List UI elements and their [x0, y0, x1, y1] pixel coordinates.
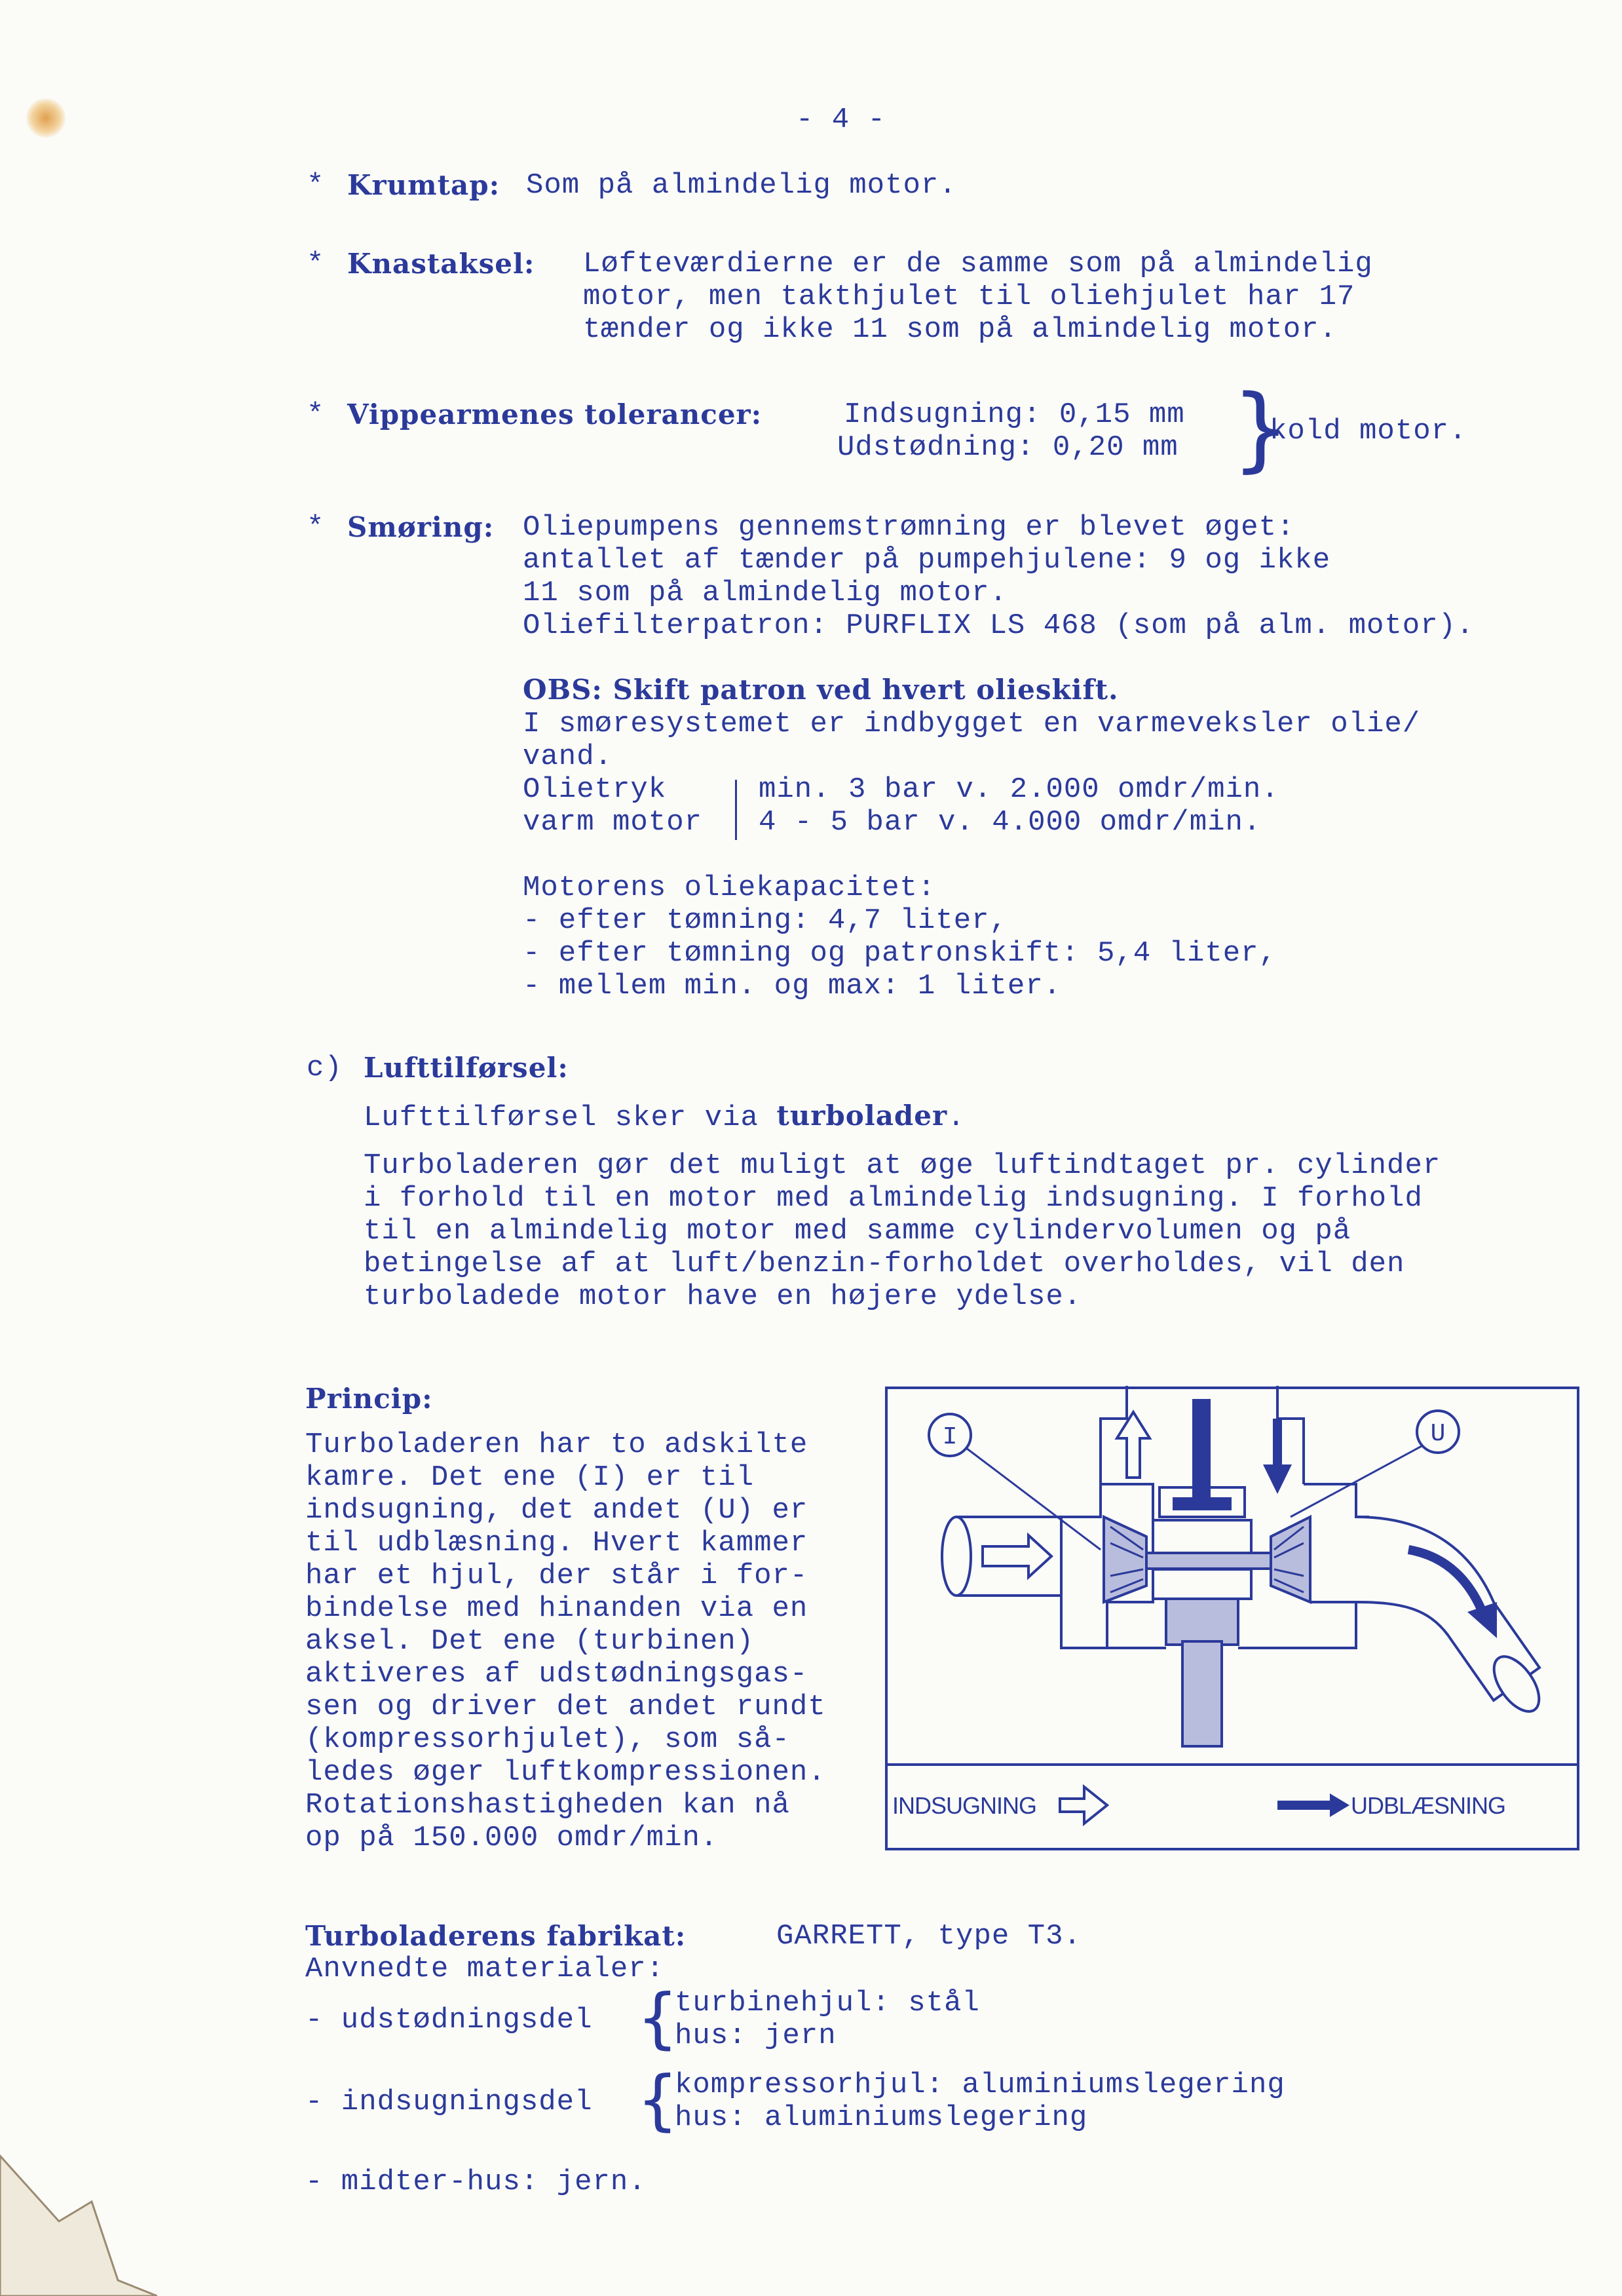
princip-line: sen og driver det andet rundt — [305, 1691, 826, 1723]
princip-line: aksel. Det ene (turbinen) — [305, 1625, 755, 1658]
knastaksel-line2: motor, men takthjulet til oliehjulet har 17 — [583, 280, 1355, 313]
vippearme-label: Vippearmenes tolerancer: — [347, 398, 763, 430]
materials-title: Anvnedte materialer: — [305, 1953, 665, 1985]
princip-line: op på 150.000 omdr/min. — [305, 1822, 719, 1854]
bullet: * — [307, 398, 325, 431]
turbocharger-drawing — [884, 1386, 1580, 1851]
turbocharger-diagram — [884, 1386, 1580, 1851]
krumtap-label: Krumtap: — [347, 169, 500, 201]
section-prefix: c) — [307, 1052, 343, 1084]
princip-line: ledes øger luftkompressionen. — [305, 1756, 826, 1789]
midter-hus: - midter-hus: jern. — [305, 2166, 647, 2198]
legend-udblaesning: UDBLÆSNING — [1351, 1792, 1506, 1819]
knastaksel-label: Knastaksel: — [347, 248, 535, 280]
krumtap-text: Som på almindelig motor. — [526, 169, 957, 202]
smoring-line2: antallet af tænder på pumpehjulene: 9 og ikke — [523, 544, 1331, 577]
legend-indsugning: INDSUGNING — [892, 1792, 1037, 1819]
kapacitet-title: Motorens oliekapacitet: — [523, 871, 936, 904]
smoring-line5: I smøresystemet er indbygget en varmeveksler olie/ — [523, 708, 1421, 740]
princip-line: Turboladeren har to adskilte — [305, 1428, 808, 1461]
smoring-line3: 11 som på almindelig motor. — [523, 577, 1008, 609]
torn-corner — [0, 2149, 157, 2296]
brace: { — [637, 2061, 679, 2138]
brace: { — [637, 1980, 679, 2056]
paper-stain — [26, 98, 66, 138]
princip-line: har et hjul, der står i for- — [305, 1559, 808, 1592]
fabrikat-value: GARRETT, type T3. — [776, 1920, 1082, 1953]
vippearme-note: kold motor. — [1270, 415, 1467, 448]
inds-item1: kompressorhjul: aluminiumslegering — [675, 2069, 1285, 2101]
princip-line: (kompressorhjulet), som så- — [305, 1723, 790, 1756]
udst-item2: hus: jern — [675, 2019, 837, 2052]
vippearme-indsugning: Indsugning: 0,15 mm — [844, 398, 1185, 431]
knastaksel-line1: Løfteværdierne er de samme som på almindelig — [583, 248, 1373, 280]
princip-line: indsugning, det andet (U) er — [305, 1494, 808, 1527]
fabrikat-label: Turboladerens fabrikat: — [305, 1920, 687, 1952]
smoring-line4: Oliefilterpatron: PURFLIX LS 468 (som på alm. motor). — [523, 609, 1475, 642]
smoring-line6: vand. — [523, 740, 613, 773]
lufttilforsel-intro: Lufttilførsel sker via turbolader. — [364, 1100, 966, 1134]
knastaksel-line3: tænder og ikke 11 som på almindelig motor. — [583, 313, 1337, 346]
diagram-label-u: U — [1430, 1420, 1446, 1448]
oiltryk-val1: min. 3 bar v. 2.000 omdr/min. — [759, 773, 1279, 806]
kapacitet-item2: - efter tømning og patronskift: 5,4 liter, — [523, 937, 1277, 970]
smoring-line1: Oliepumpens gennemstrømning er blevet øget: — [523, 511, 1295, 544]
indsugningsdel-label: - indsugningsdel — [305, 2086, 593, 2118]
oiltryk-val2: 4 - 5 bar v. 4.000 omdr/min. — [759, 806, 1262, 839]
lufttilforsel-heading: Lufttilførsel: — [364, 1052, 569, 1084]
smoring-label: Smøring: — [347, 511, 495, 543]
diagram-label-i: I — [942, 1423, 958, 1451]
lufttilforsel-p3: til en almindelig motor med samme cylindervolumen og på — [364, 1215, 1351, 1248]
table-divider — [735, 780, 737, 840]
lufttilforsel-p4: betingelse af at luft/benzin-forholdet overholdes, vil den — [364, 1248, 1405, 1280]
inds-item2: hus: aluminiumslegering — [675, 2101, 1088, 2134]
lufttilforsel-p1: Turboladeren gør det muligt at øge luftindtaget pr. cylinder — [364, 1149, 1441, 1182]
bullet: * — [307, 169, 325, 202]
udst-item1: turbinehjul: stål — [675, 1987, 980, 2019]
lufttilforsel-p5: turboladede motor have en højere ydelse. — [364, 1280, 1082, 1313]
princip-line: Rotationshastigheden kan nå — [305, 1789, 790, 1822]
vippearme-udstodning: Udstødning: 0,20 mm — [837, 431, 1179, 464]
oiltryk-label2: varm motor — [523, 806, 703, 839]
princip-heading: Princip: — [305, 1383, 433, 1415]
princip-line: aktiveres af udstødningsgas- — [305, 1658, 808, 1691]
princip-line: bindelse med hinanden via en — [305, 1592, 808, 1625]
princip-line: kamre. Det ene (I) er til — [305, 1461, 755, 1494]
kapacitet-item3: - mellem min. og max: 1 liter. — [523, 970, 1062, 1003]
princip-line: til udblæsning. Hvert kammer — [305, 1527, 808, 1559]
smoring-obs: OBS: Skift patron ved hvert olieskift. — [523, 674, 1119, 706]
udstodningsdel-label: - udstødningsdel — [305, 2004, 593, 2037]
page-number: - 4 - — [796, 104, 886, 136]
oiltryk-label1: Olietryk — [523, 773, 667, 806]
lufttilforsel-p2: i forhold til en motor med almindelig indsugning. I forhold — [364, 1182, 1423, 1215]
kapacitet-item1: - efter tømning: 4,7 liter, — [523, 904, 1008, 937]
bullet: * — [307, 248, 325, 280]
bullet: * — [307, 511, 325, 544]
brace: } — [1232, 375, 1291, 482]
